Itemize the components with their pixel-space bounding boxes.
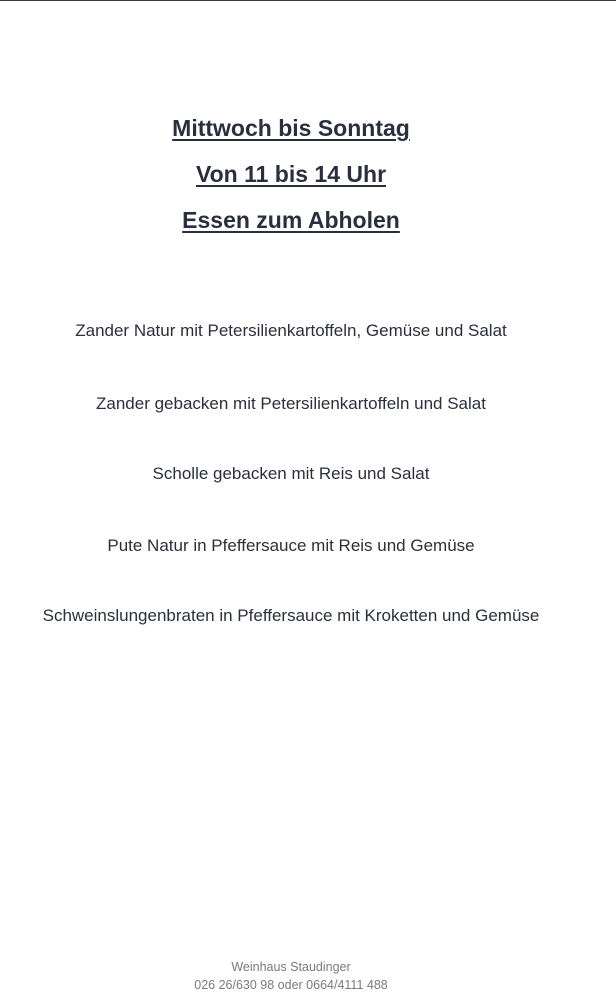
header-days: Mittwoch bis Sonntag (172, 115, 410, 141)
menu-item: Schweinslungenbraten in Pfeffersauce mit Kroketten und Gemüse (42, 606, 540, 625)
header-takeaway: Essen zum Abholen (182, 207, 400, 233)
footer-phone: 026 26/630 98 oder 0664/4111 488 (194, 978, 388, 992)
menu-item: Pute Natur in Pfeffersauce mit Reis und Gemüse (107, 536, 475, 555)
menu-item: Zander gebacken mit Petersilienkartoffeln und Salat (96, 394, 486, 413)
header-hours: Von 11 bis 14 Uhr (195, 161, 387, 187)
top-border (0, 0, 616, 1)
footer-business-name: Weinhaus Staudinger (231, 960, 351, 974)
menu-item: Scholle gebacken mit Reis und Salat (152, 464, 430, 483)
menu-item: Zander Natur mit Petersilienkartoffeln, Gemüse und Salat (75, 321, 507, 340)
